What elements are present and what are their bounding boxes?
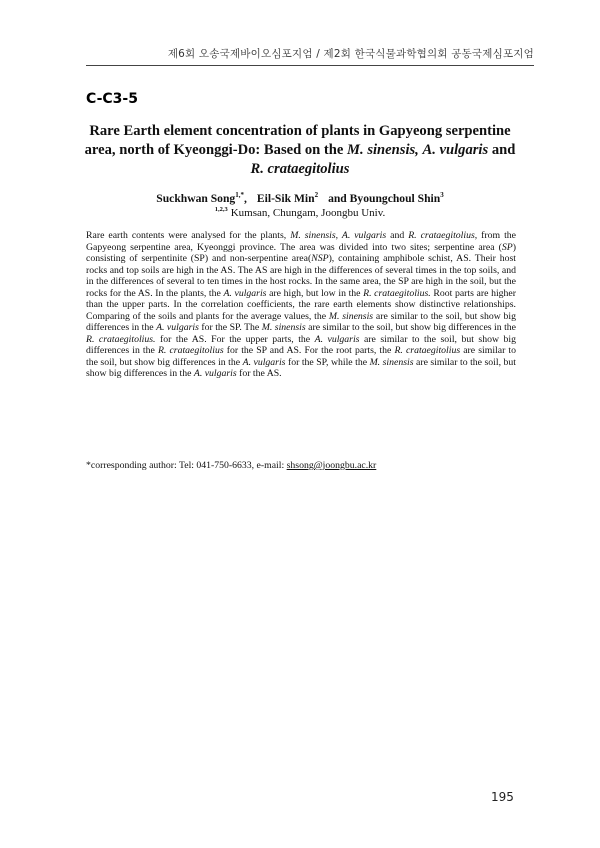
affiliation-text: Kumsan, Chungam, Joongbu Univ. [230, 207, 386, 219]
species-name: A. vulgaris [193, 368, 237, 379]
title-text: Rare Earth element concentration of plants in Gapyeong serpentine area, north of Kyeonggi-Do: Based on the [84, 123, 511, 158]
page-number: 195 [491, 790, 514, 804]
author-1-name: Suckhwan Song [156, 192, 236, 205]
author-1-affiliation-mark: 1,* [235, 191, 244, 199]
title-species-1: M. sinensis, [347, 142, 419, 158]
author-2-name: Eil-Sik Min [256, 192, 315, 205]
running-header [0, 38, 600, 70]
abstract-text: ), containing amphibole schist, AS. Their host rocks and top soils are high in the AS. The AS are high in the differences of several times in the top soils, and in the differences of several to ten times in the host rocks. In the same area, the SP are high in the soil, but the rocks for the AS. In the plants, the [86, 253, 516, 299]
abstract-text: ) consisting of serpentinite (SP) and non-serpentine area( [86, 241, 516, 264]
author-3-name: Byoungchoul Shin [349, 192, 441, 205]
species-name: M. sinensis [369, 356, 414, 368]
abstract-code: C-C3-5 [86, 91, 138, 107]
species-name: M. sinensis, A. vulgaris [290, 230, 387, 241]
species-name: M. sinensis [328, 310, 374, 322]
author-and: and [328, 192, 347, 205]
abstract-body [86, 230, 516, 380]
corresponding-author-line [86, 460, 516, 472]
species-name: R. crataegitolius, [408, 230, 478, 241]
title-species-3: R. crataegitolius [250, 161, 350, 177]
abstract-text: for the SP, while the [285, 356, 370, 368]
abstract-text: are similar to the soil, but show big differences in the [86, 310, 517, 333]
abstract-text: Root parts are higher than the upper parts. In the correlation coefficients, the rare earth elements show distinctive relationships. Comparing of the soils and plants for the average values, the [86, 287, 516, 322]
abstract-text: for the AS. [236, 368, 282, 379]
abstract-text: for the SP. The [198, 322, 262, 333]
title-species-2: A. vulgaris [422, 142, 489, 158]
header-rule [86, 65, 534, 66]
abstract-text: from the Gapyeong serpentine area, Kyeonggi province. The area was divided into two sites; serpentine area ( [86, 230, 516, 253]
abstract-text: are similar to the soil, but show big differences in the [86, 356, 517, 379]
species-name: A. vulgaris [314, 333, 360, 345]
abstract-text: are similar to the soil, but show big differences in the [86, 345, 517, 368]
species-name: M. sinensis [261, 322, 306, 333]
abstract-text: for the AS. For the upper parts, the [155, 333, 315, 345]
paper-title [80, 122, 520, 179]
species-name: R. crataegitolius [394, 345, 461, 356]
abstract-text: Rare earth contents were analysed for the plants, [86, 230, 291, 241]
species-name: A. vulgaris [223, 287, 267, 299]
email-link[interactable]: shsong@joongbu.ac.kr [286, 460, 377, 471]
species-name: R. crataegitolius [157, 345, 224, 356]
species-name: A. vulgaris [242, 356, 286, 368]
species-name: R. crataegitolius. [86, 333, 156, 345]
abstract-text: are similar to the soil, but show big differences in the [86, 333, 516, 356]
author-2-affiliation-mark: 2 [314, 191, 319, 199]
affiliation-mark: 1,2,3 [214, 206, 228, 213]
abstract-text: are high, but low in the [266, 287, 364, 299]
author-1-trailing-comma: , [243, 192, 247, 205]
abstract-text: for the SP and AS. For the root parts, the [223, 345, 395, 356]
abstract-text: and [386, 230, 409, 241]
abstract-text: are similar to the soil, but show big differences in the [305, 322, 517, 333]
site-abbreviation: NSP [311, 253, 329, 264]
author-3-affiliation-mark: 3 [440, 191, 444, 199]
species-name: A. vulgaris [156, 322, 199, 333]
contact-text: *corresponding author: Tel: 041-750-6633, e-mail: [86, 460, 287, 471]
title-and: and [491, 142, 516, 158]
species-name: R. crataegitolius. [363, 287, 431, 299]
affiliation [80, 203, 520, 220]
site-abbreviation: SP [501, 241, 513, 253]
running-header-text: 제6회 오송국제바이오심포지엄 / 제2회 한국식물과학협의회 공동국제심포지엄 [167, 48, 534, 60]
